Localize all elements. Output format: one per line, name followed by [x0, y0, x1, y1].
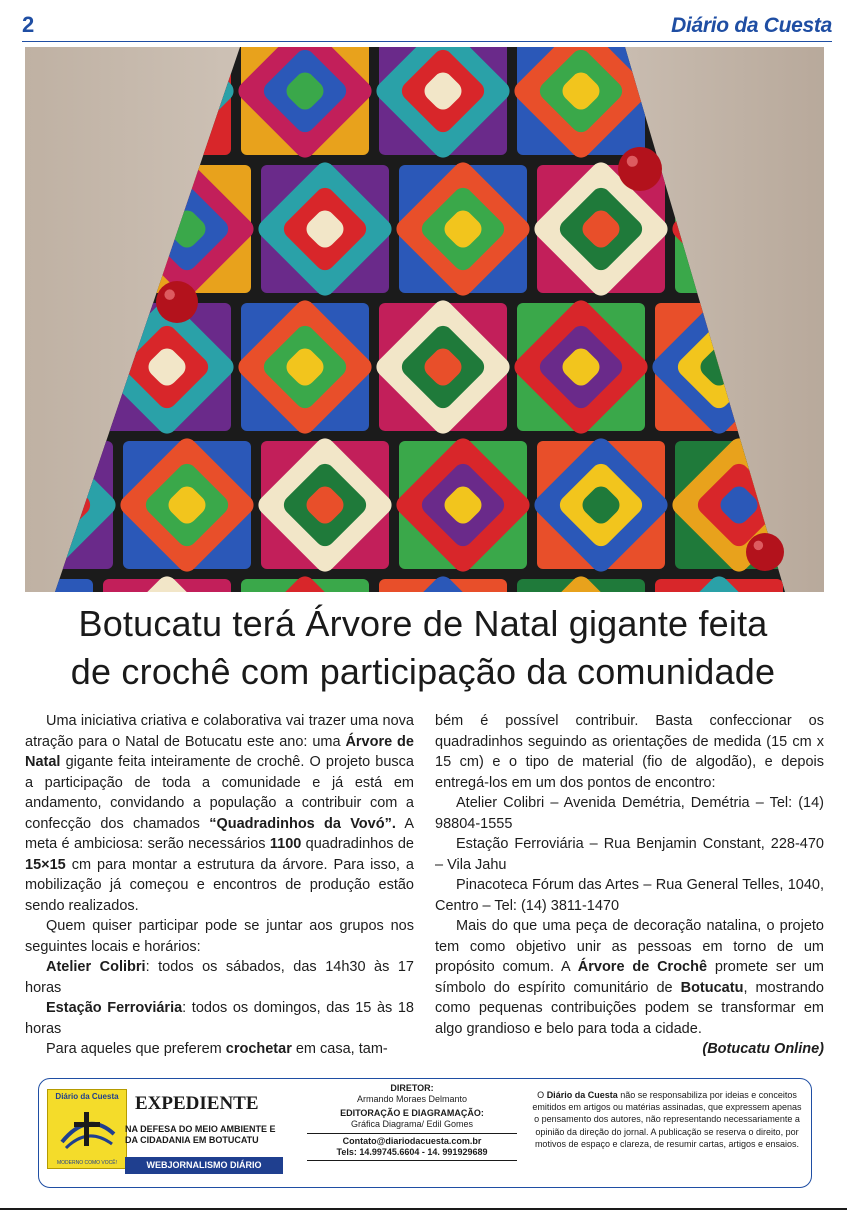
article-body [25, 711, 824, 1060]
text-bold: Árvore de Crochê [577, 959, 708, 975]
text: A meta é ambiciosa: serão necessários [25, 815, 415, 852]
page-number: 2 [22, 12, 35, 37]
text: : todos os domingos, das 15 às 18 horas [25, 1000, 414, 1037]
article-paragraph [25, 711, 414, 916]
staff-info [307, 1083, 517, 1161]
text: quadradinhos de [301, 836, 414, 852]
headline [22, 600, 824, 696]
crochet-square [392, 158, 533, 299]
address-paragraph: Atelier Colibri – Avenida Demétria, Demétria – Tel: (14) 98804-1555 [435, 795, 824, 832]
masthead: Diário da Cuesta [671, 14, 832, 37]
ornament-highlight [627, 156, 638, 167]
editing-label: EDITORAÇÃO E DIAGRAMAÇÃO: [340, 1108, 484, 1118]
expediente-subtitle: NA DEFESA DO MEIO AMBIENTE E DA CIDADANIA EM BOTUCATU [125, 1124, 276, 1145]
article-column-right [435, 711, 824, 1060]
text-bold: “Quadradinhos da Vovó”. [209, 815, 396, 832]
editing-block [307, 1108, 517, 1130]
crochet-square [392, 434, 533, 575]
location-name: Atelier Colibri [46, 959, 146, 975]
crochet-square [254, 158, 395, 299]
article-paragraph-continued: bém é possível contribuir. Basta confeccionar os quadradinhos seguindo as orientações de medida (15 cm x 15 cm) e o tipo de material (fio de algodão), e depois entregá-los em um dos pontos de encontro: [435, 713, 824, 791]
crochet-square [510, 296, 651, 437]
address-paragraph: Estação Ferroviária – Rua Benjamin Constant, 228-470 – Vila Jahu [435, 836, 824, 873]
contact-phones: Tels: 14.99745.6604 - 14. 991929689 [336, 1147, 488, 1157]
page-header [22, 12, 832, 42]
ornament-ball [618, 147, 662, 191]
text: Mais do que uma peça de decoração natalina, o projeto tem como objetivo unir as pessoas em torno de um propósito comum. A [435, 918, 824, 975]
director-name: Armando Moraes Delmanto [356, 1094, 468, 1104]
logo-emblem-icon [58, 1104, 118, 1154]
headline-line-1: Botucatu terá Árvore de Natal gigante feita [78, 603, 768, 644]
article-paragraph: Quem quiser participar pode se juntar aos grupos nos seguintes locais e horários: [25, 918, 414, 955]
text: gigante feita inteiramente de crochê. O projeto busca a participação de toda a comunidade e já está em andamento, convidando a população a contribuir com a confecção dos chamados [25, 754, 414, 832]
expediente-title: EXPEDIENTE [135, 1093, 259, 1114]
contact-block [307, 1133, 517, 1161]
newspaper-logo [47, 1089, 127, 1169]
editing-name: Gráfica Diagrama/ Edil Gomes [350, 1119, 474, 1129]
text: , mostrando como pequenas contribuições podem se transformar em algo grandioso e belo para toda a cidade. [435, 979, 824, 1037]
location-name: Estação Ferroviária [46, 1000, 183, 1016]
article-paragraph [25, 998, 414, 1039]
expediente-band: WEBJORNALISMO DIÁRIO [125, 1157, 283, 1174]
article-column-left [25, 711, 414, 1060]
text: Para aqueles que preferem [46, 1041, 226, 1057]
logo-title: Diário da Cuesta [55, 1092, 119, 1101]
crochet-square [234, 296, 375, 437]
text: cm para montar a estrutura da árvore. Para isso, a mobilização já começou e encontros de produção estão sendo realizados. [25, 856, 414, 914]
text: promete ser um símbolo do espírito comunitário de [435, 959, 824, 996]
crochet-square [116, 434, 257, 575]
text-bold: crochetar [225, 1041, 292, 1057]
contact-email[interactable]: Contato@diariodacuesta.com.br [342, 1136, 482, 1146]
article-credit: (Botucatu Online) [702, 1041, 824, 1057]
headline-line-2: de crochê com participação da comunidade [70, 651, 776, 692]
text-bold: Diário da Cuesta [546, 1090, 618, 1100]
ornament-ball [746, 533, 784, 571]
crochet-square [254, 434, 395, 575]
text-bold: Botucatu [680, 979, 744, 996]
text: não se responsabiliza por ideias e conceitos emitidos em artigos ou matérias assinadas, que expressem apenas o pensamento dos autores, não representando necessariamente a opinião da direção do jornal. A publicação se reserva o direito, por motivos de espaço e clareza, de resumir cartas, artigos e ensaios. [532, 1090, 802, 1149]
disclaimer [531, 1089, 803, 1150]
director-block [307, 1083, 517, 1105]
text-bold: Árvore de Natal [25, 733, 414, 770]
text-bold: 1100 [269, 836, 302, 852]
crochet-square [372, 296, 513, 437]
address-paragraph: Pinacoteca Fórum das Artes – Rua General Telles, 1040, Centro – Tel: (14) 3811-1470 [435, 877, 824, 914]
text: : todos os sábados, das 14h30 às 17 horas [25, 959, 414, 996]
article-paragraph [25, 1039, 414, 1060]
crochet-square [372, 47, 513, 162]
crochet-tree-photo [25, 47, 824, 592]
article-paragraph [435, 916, 824, 1039]
ornament-highlight [754, 541, 764, 551]
crochet-square [234, 47, 375, 162]
ornament-ball [156, 281, 198, 323]
director-label: DIRETOR: [390, 1083, 434, 1093]
page-bottom-rule [0, 1208, 847, 1210]
crochet-tree-illustration [25, 47, 824, 592]
article-paragraph [25, 957, 414, 998]
text: em casa, tam- [291, 1041, 388, 1057]
ornament-highlight [164, 289, 175, 300]
text: Uma iniciativa criativa e colaborativa vai trazer uma nova atração para o Natal de Botucatu este ano: uma [25, 713, 414, 750]
text: O [537, 1090, 547, 1100]
crochet-square [530, 434, 671, 575]
logo-tagline: MODERNO COMO VOCÊ! [56, 1160, 117, 1166]
expediente-box [38, 1078, 812, 1188]
text-bold: 15×15 [25, 856, 66, 873]
